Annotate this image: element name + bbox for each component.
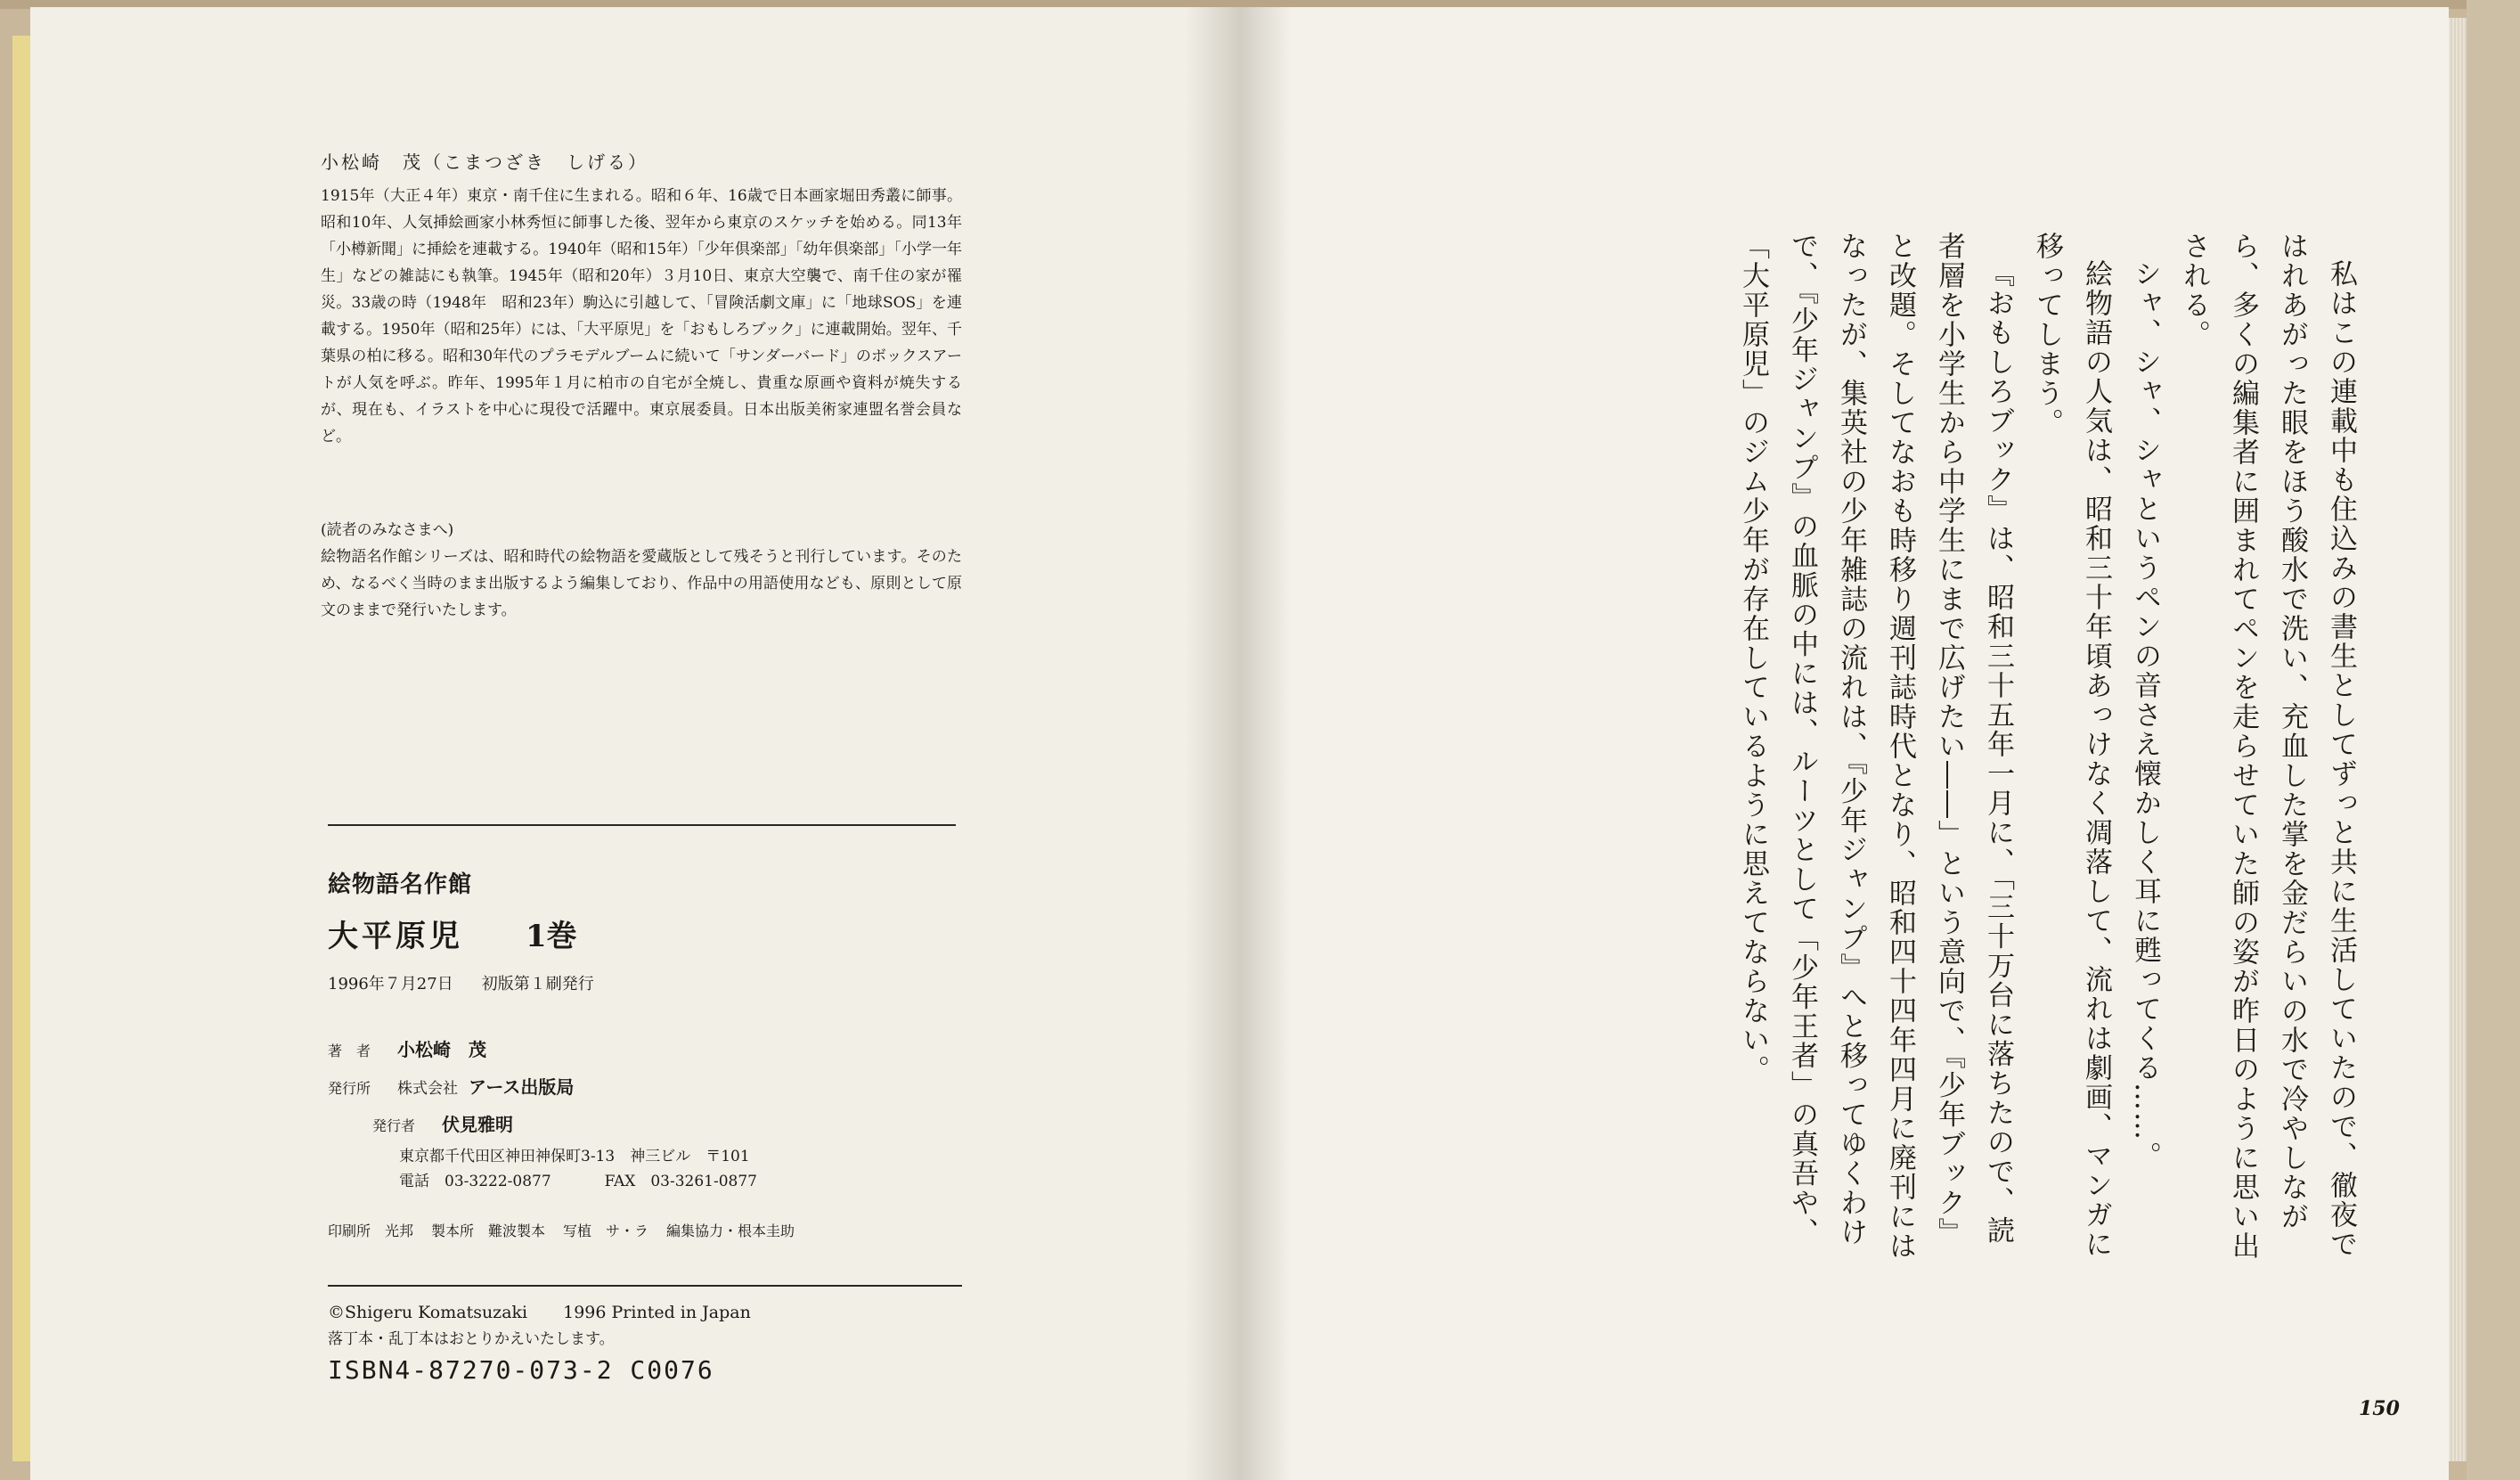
page-stack-edge [2449, 18, 2467, 1461]
defect-note: 落丁本・乱丁本はおとりかえいたします。 [328, 1330, 615, 1348]
publication-info [328, 1032, 960, 1249]
book-volume: 1巻 [526, 919, 577, 954]
typesetter: 写植 サ・ラ [563, 1222, 649, 1239]
publisher-row [328, 1069, 960, 1107]
contact-line [328, 1169, 960, 1194]
notice-text: 絵物語名作館シリーズは、昭和時代の絵物語を愛蔵版として残そうと刊行しています。そのため、なるべく当時のまま出版するよう編集しており、作品中の用語使用なども、原則として原文のままで発行いたします。 [321, 548, 962, 619]
notice-title: (読者のみなさまへ) [321, 521, 454, 539]
author-heading: 小松崎 茂（こまつざき しげる） [321, 151, 648, 173]
publisher-address: 東京都千代田区神田神保町3-13 神三ビル 〒101 [399, 1148, 750, 1165]
paragraph: 絵物語の人気は、昭和三十年頃あっけなく凋落して、流れは劇画、マンガに移ってしまう。 [2031, 232, 2112, 1259]
author-profile [321, 148, 962, 450]
binder: 製本所 難波製本 [431, 1222, 546, 1239]
production-credits [328, 1214, 960, 1249]
publication-date-line [328, 971, 960, 994]
publisher-name: アース出版局 [469, 1076, 575, 1098]
book-gutter [1185, 7, 1292, 1480]
fax-number: FAX 03-3261-0877 [604, 1173, 758, 1190]
isbn-code: ISBN4-87270-073-2 C0076 [328, 1355, 714, 1385]
colophon-rule-top [328, 824, 956, 826]
issuer-name: 伏見雅明 [442, 1114, 513, 1135]
printer: 印刷所 光邦 [328, 1222, 414, 1239]
issuer-row [328, 1107, 960, 1144]
colophon-rule-bottom [328, 1285, 962, 1287]
author-bio: 1915年（大正４年）東京・南千住に生まれる。昭和６年、16歳で日本画家堀田秀叢に師事。昭和10年、人気挿絵画家小林秀恒に師事した後、翌年から東京のスケッチを始める。同13年「小樽新聞」に挿絵を連載する。1940年（昭和15年）「少年倶楽部」「幼年倶楽部」「小学一年生」などの雑誌にも執筆。1945年（昭和20年）３月10日、東京大空襲で、南千住の家が罹災。33歳の時（1948年 昭和23年）駒込に引越して、「冒険活劇文庫」に「地球SOS」を連載する。1950年（昭和25年）には、「大平原児」を「おもしろブック」に連載開始。翌年、千葉県の柏に移る。昭和30年代のプラモデルブームに続いて「サンダーバード」のボックスアートが人気を呼ぶ。昨年、1995年１月に柏市の自宅が全焼し、貴重な原画や資料が焼失するが、現在も、イラストを中心に現役で活躍中。東京展委員。日本出版美術家連盟名誉会員など。 [321, 187, 962, 446]
printed-in: 1996 Printed in Japan [563, 1303, 751, 1322]
book-title: 大平原児 [328, 919, 463, 954]
copyright-holder: ©Shigeru Komatsuzaki [328, 1303, 528, 1322]
copyright-line [328, 1303, 960, 1322]
paragraph: シャ、シャ、シャというペンの音さえ懐かしく耳に甦ってくる……。 [2129, 259, 2161, 1171]
publisher-label: 発行所 [328, 1080, 371, 1097]
body-text [1737, 232, 2365, 1274]
phone-number: 電話 03-3222-0877 [399, 1173, 551, 1190]
author-label: 著 者 [328, 1043, 371, 1059]
colophon [328, 824, 960, 1385]
publisher-company: 株式会社 [397, 1080, 458, 1098]
editorial-cooperation: 編集協力・根本圭助 [666, 1222, 795, 1239]
book-title-line [328, 912, 960, 955]
page-number: 150 [2359, 1397, 2400, 1420]
paragraph: 『おもしろブック』は、昭和三十五年一月に、「三十万台に落ちたので、読者層を小学生から中学生にまで広げたい――」という意向で、『少年ブック』と改題。そしてなおも時移り週刊誌時代となり、昭和四十四年四月に廃刊にはなったが、集英社の少年雑誌の流れは、『少年ジャンプ』へと移ってゆくわけで、『少年ジャンプ』の血脈の中には、ルーツとして「少年王者」の真吾や、「大平原児」のジム少年が存在しているように思えてならない。 [1737, 232, 2014, 1261]
book-edge [12, 36, 30, 1461]
issuer-label: 発行者 [372, 1117, 416, 1134]
edition: 初版第１刷発行 [481, 975, 594, 993]
scan-background-right [2467, 0, 2520, 1480]
publication-date: 1996年７月27日 [328, 975, 453, 993]
author-name: 小松崎 茂 [397, 1039, 486, 1060]
paragraph: 私はこの連載中も住込みの書生としてずっと共に生活していたので、徹夜ではれあがった眼をほう酸水で洗い、充血した掌を金だらいの水で冷やしながら、多くの編集者に囲まれてペンを走らせていた師の姿が昨日のように思い出される。 [2178, 232, 2357, 1261]
series-title: 絵物語名作館 [328, 871, 473, 898]
reader-notice [321, 517, 962, 624]
author-row [328, 1032, 960, 1069]
